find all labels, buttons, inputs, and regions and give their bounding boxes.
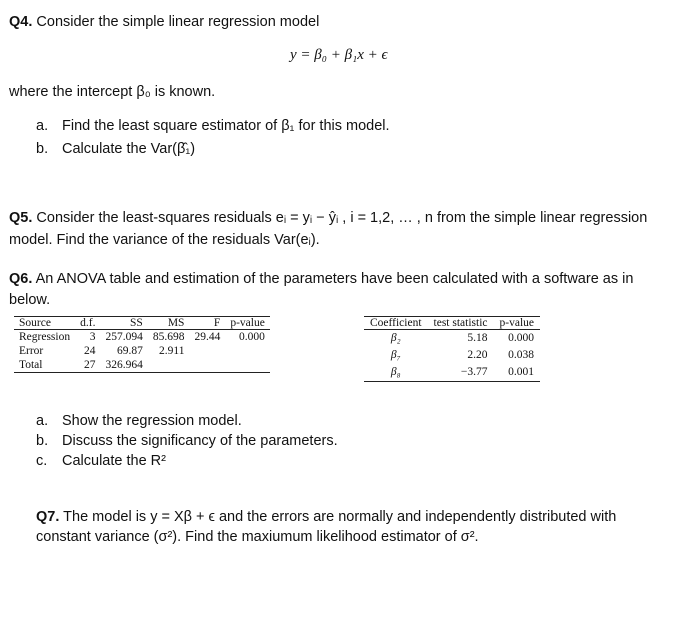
table-row (14, 358, 270, 373)
anova-cell: 0.000 (238, 331, 265, 343)
table-row (364, 364, 540, 382)
coef-header-row (364, 317, 540, 330)
anova-cell: 24 (83, 345, 96, 357)
anova-cell (225, 358, 269, 373)
anova-cell: 27 (75, 358, 100, 373)
q6-item-b (36, 433, 338, 449)
anova-cell: 326.964 (100, 358, 147, 373)
coefficient-table (364, 316, 540, 382)
coef-cell: β₇ (390, 349, 401, 361)
coef-cell: 5.18 (467, 332, 488, 344)
anova-cell: 257.094 (105, 331, 143, 343)
coef-cell: −3.77 (428, 364, 494, 382)
q4-heading (9, 14, 319, 30)
q4-equation: y = β₀ + β₁x + ϵ (290, 47, 388, 63)
q6-item-c-marker: c. (36, 453, 48, 469)
anova-header-cell: p-value (225, 317, 269, 330)
q6-item-c (36, 453, 166, 469)
anova-header-cell: MS (148, 317, 190, 330)
q7-text-line1: The model is y = Xβ + ϵ and the errors are normally and independently distributed with (63, 509, 617, 525)
q6-item-b-text: Discuss the significancy of the parameters. (62, 433, 338, 449)
anova-header-cell: F (189, 317, 225, 330)
coef-header-cell: test statistic (428, 317, 494, 330)
q6-item-b-marker: b. (36, 433, 49, 449)
anova-table (14, 316, 270, 373)
q6-text-line1: An ANOVA table and estimation of the parameters have been calculated with a software as in (35, 271, 634, 287)
coef-header-cell: p-value (494, 317, 540, 330)
q4-item-a-text: Find the least square estimator of β₁ for this model. (62, 118, 390, 134)
q7-line1 (36, 509, 616, 525)
q4-where: where the intercept β₀ is known. (9, 84, 216, 100)
coef-header-cell: Coefficient (364, 317, 428, 330)
anova-cell: 29.44 (194, 331, 221, 343)
q6-line1 (9, 271, 633, 287)
anova-header-cell: SS (100, 317, 147, 330)
q6-line2: below. (9, 292, 51, 308)
anova-cell: 2.911 (159, 345, 185, 357)
q4-item-a-marker: a. (36, 118, 49, 134)
coef-cell: 2.20 (467, 349, 488, 361)
q5-text-line1: Consider the least-squares residuals eᵢ = yᵢ − ŷᵢ , i = 1,2, … , n from the simple linear regression (36, 210, 648, 226)
table-row (14, 344, 270, 358)
q6-item-a-marker: a. (36, 413, 49, 429)
anova-header-cell: Source (14, 317, 75, 330)
anova-cell: 3 (89, 331, 96, 343)
q4-item-b-text: Calculate the Var(β̂₁) (62, 141, 196, 157)
anova-header-cell: d.f. (75, 317, 100, 330)
q5-line2: model. Find the variance of the residuals Var(eᵢ). (9, 232, 320, 248)
coef-cell: 0.000 (508, 332, 534, 344)
q5-number: Q5. (9, 210, 33, 226)
coef-cell: 0.038 (508, 349, 534, 361)
coef-cell: 0.001 (494, 364, 540, 382)
table-row (14, 330, 270, 345)
q4-item-b-marker: b. (36, 141, 49, 157)
anova-cell: Regression (19, 331, 71, 343)
q6-item-a (36, 413, 242, 429)
q6-number: Q6. (9, 271, 33, 287)
anova-cell: 69.87 (116, 345, 143, 357)
q4-number: Q4. (9, 14, 33, 30)
anova-cell (148, 358, 190, 373)
q5-line1 (9, 210, 647, 226)
anova-cell (189, 344, 225, 358)
q6-item-a-text: Show the regression model. (62, 413, 242, 429)
coef-cell: β₂ (390, 332, 401, 344)
anova-cell: Error (19, 345, 44, 357)
q7-line2: constant variance (σ²). Find the maxiumum likelihood estimator of σ². (36, 529, 479, 545)
anova-cell: Total (14, 358, 75, 373)
coef-cell: β₈ (364, 364, 428, 382)
q4-item-b (36, 141, 195, 157)
q6-item-c-text: Calculate the R² (62, 453, 166, 469)
table-row (364, 330, 540, 348)
table-row (364, 347, 540, 364)
anova-cell (225, 344, 269, 358)
anova-cell: 85.698 (152, 331, 185, 343)
q4-text: Consider the simple linear regression model (36, 14, 320, 30)
q4-item-a (36, 118, 390, 134)
anova-header-row (14, 317, 270, 330)
q7-number: Q7. (36, 509, 60, 525)
anova-cell (189, 358, 225, 373)
